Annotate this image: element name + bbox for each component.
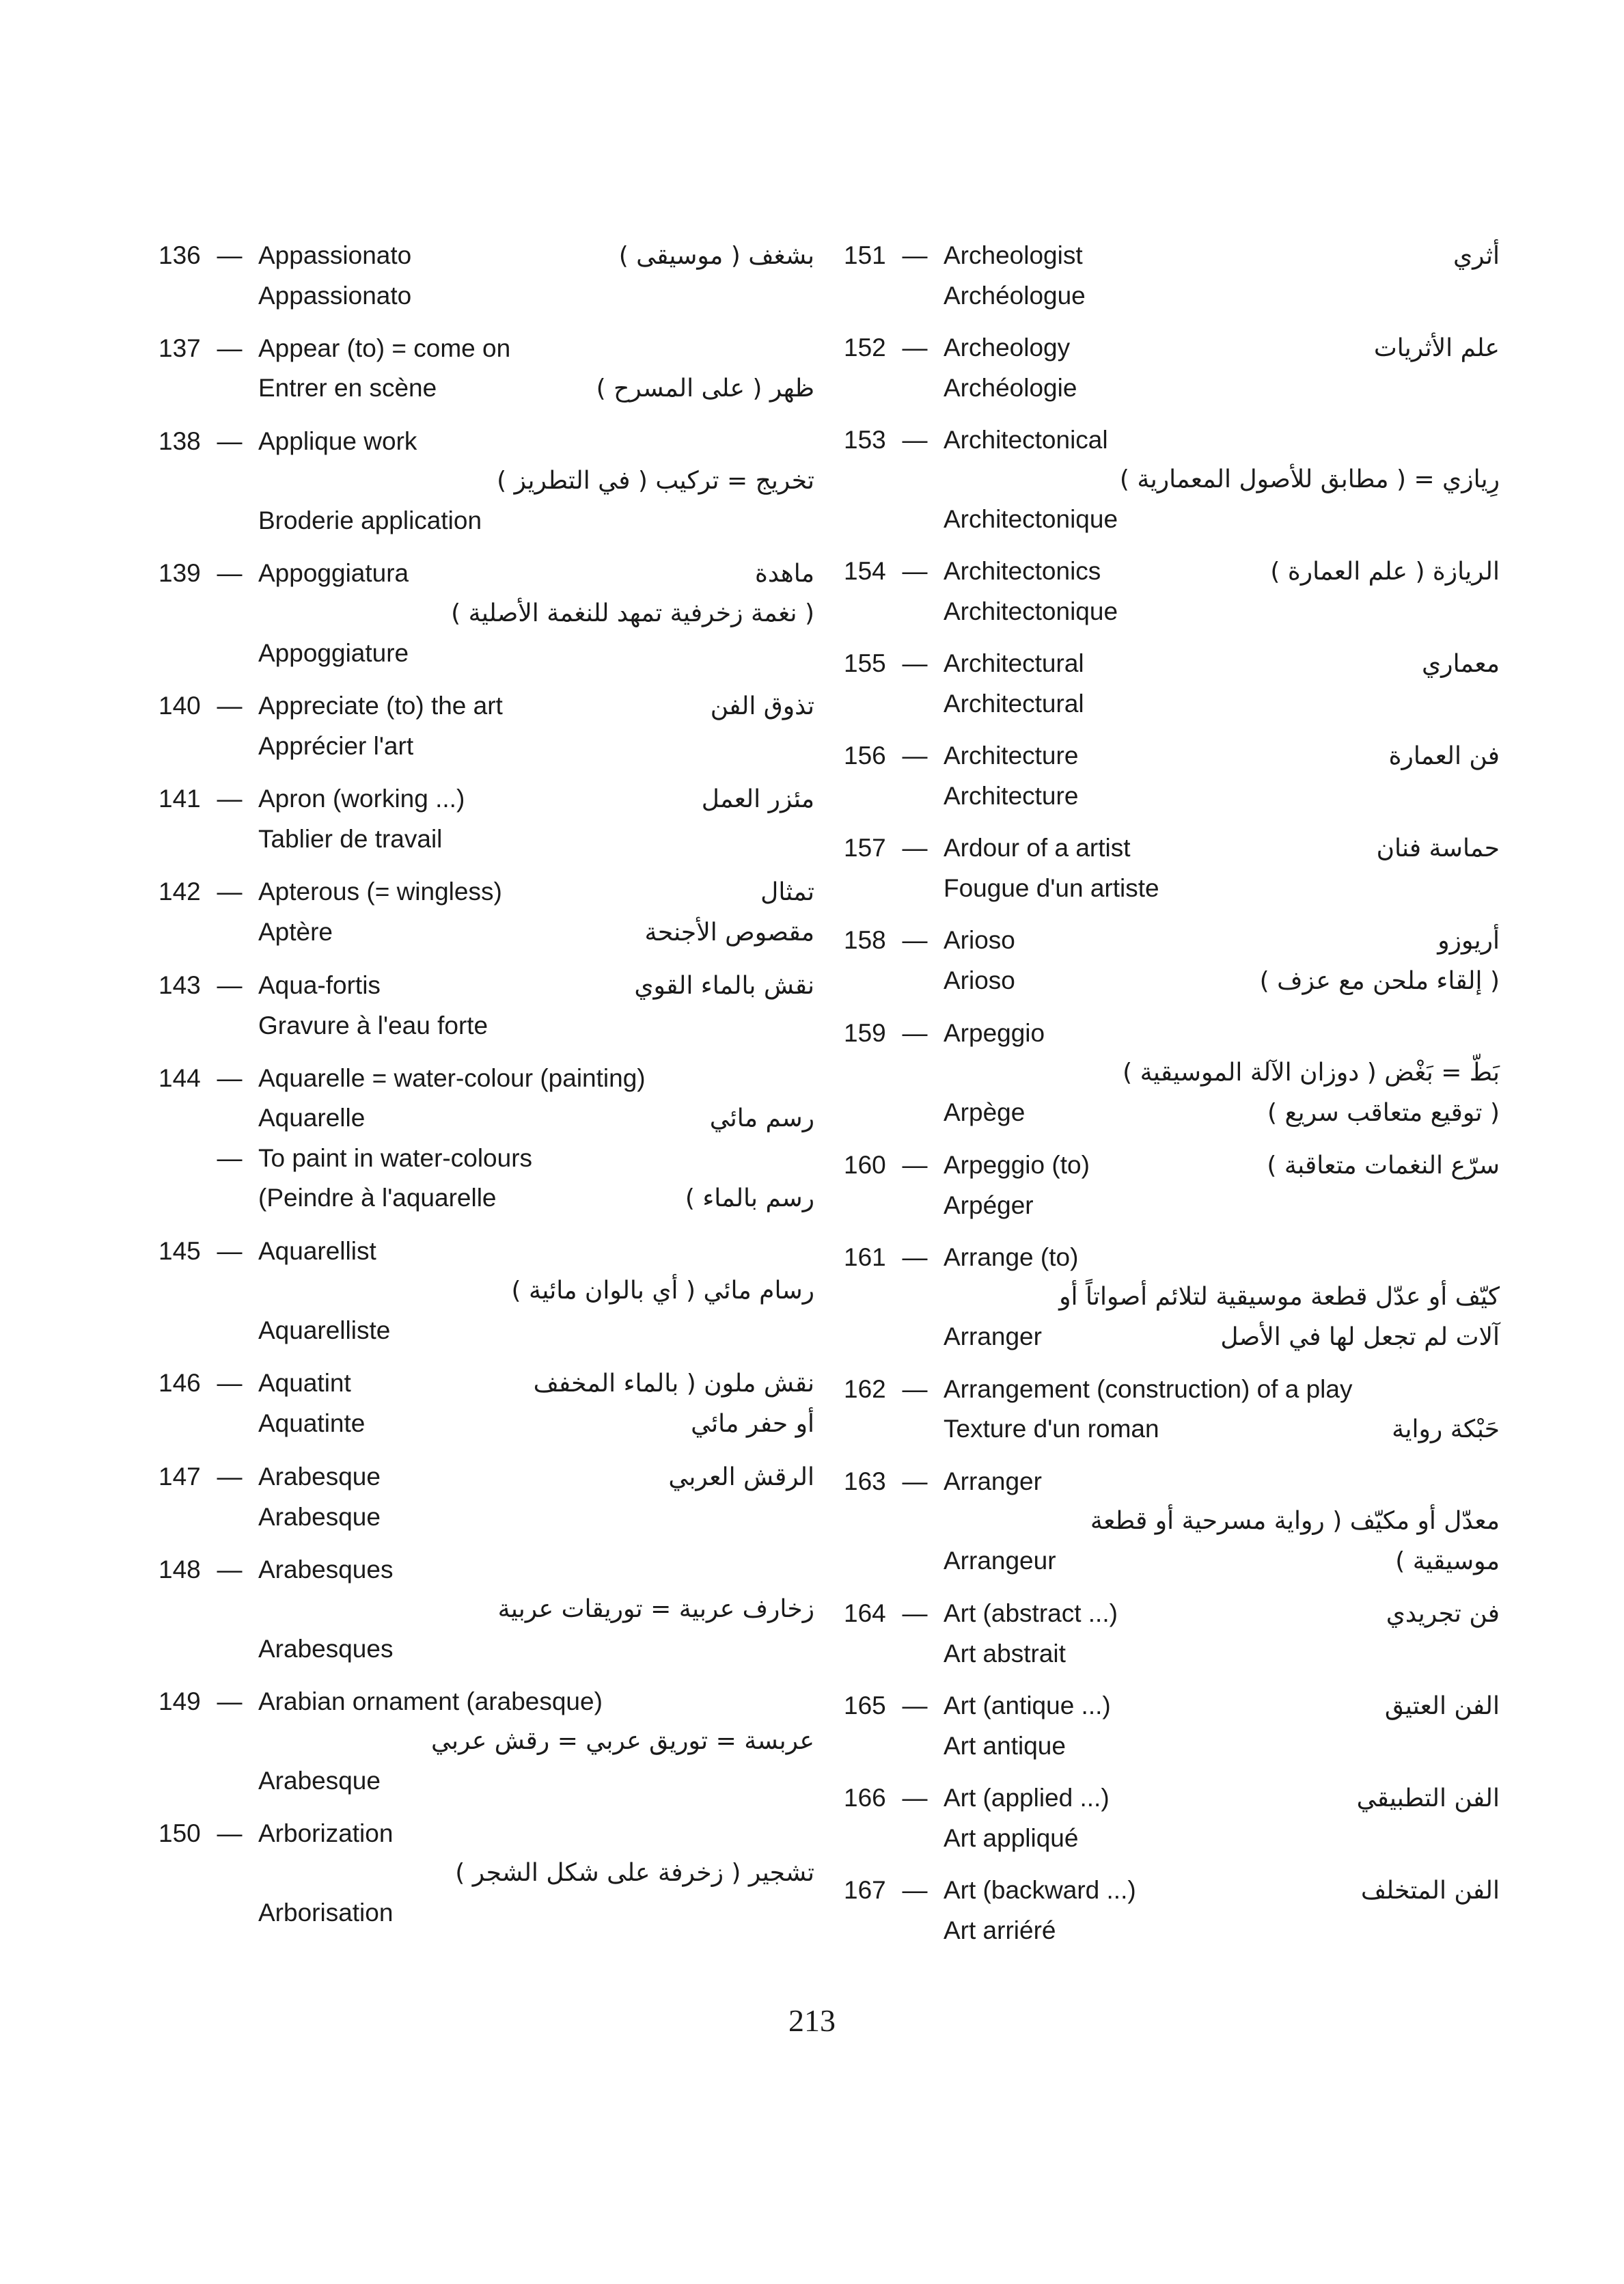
dictionary-entry (844, 1871, 1500, 1950)
french-line (844, 1093, 1500, 1133)
french-line (844, 592, 1500, 631)
french-line (844, 1317, 1500, 1357)
english-term: Arrangement (construction) of a play (944, 1375, 1353, 1403)
entry-dash: — (902, 834, 928, 862)
entry-headline (159, 1232, 814, 1271)
entry-headline (159, 1550, 814, 1590)
french-line (844, 1409, 1500, 1450)
english-term: Appreciate (to) the art (258, 692, 503, 720)
entry-headline (844, 1238, 1500, 1277)
french-term: Archéologie (944, 374, 1077, 402)
arabic-subterm: رسم بالماء ) (685, 1184, 814, 1212)
entry-headline (159, 329, 814, 368)
entry-dash: — (902, 241, 928, 269)
arabic-definition: بَطّ = بَغْض ( دوزان الآلة الموسيقية ) (1123, 1059, 1500, 1087)
arabic-term: ماهدة (755, 560, 814, 588)
french-term: Arabesques (258, 1635, 394, 1663)
dictionary-entry (159, 1457, 814, 1537)
arabic-definition: معدّل أو مكيّف ( رواية مسرحية أو قطعة (1090, 1507, 1500, 1535)
arabic-definition: تشجير ( زخرفة على شكل الشجر ) (455, 1859, 814, 1887)
arabic-term: أثري (1453, 242, 1500, 270)
entry-headline (844, 1686, 1500, 1726)
dictionary-entry (159, 1232, 814, 1350)
english-term: Arranger (944, 1467, 1042, 1495)
dictionary-entry (844, 1462, 1500, 1581)
right-column (844, 236, 1500, 1963)
dictionary-entry (844, 1238, 1500, 1357)
dictionary-entry (159, 1682, 814, 1801)
arabic-term: الريازة ( علم العمارة ) (1270, 558, 1500, 586)
french-line (159, 1311, 814, 1350)
entry-dash: — (217, 1237, 243, 1265)
arabic-term-secondary: ظهر ( على المسرح ) (596, 375, 814, 403)
french-line (159, 1761, 814, 1801)
arabic-term-secondary: أو حفر مائي (691, 1410, 814, 1438)
entry-number: 148 (159, 1555, 201, 1583)
entry-number: 161 (844, 1243, 886, 1271)
entry-dash: — (902, 1151, 928, 1179)
arabic-term: أريوزو (1437, 927, 1500, 955)
entry-headline (159, 779, 814, 819)
entry-headline (159, 686, 814, 726)
dictionary-entry (844, 552, 1500, 631)
dictionary-entry (159, 554, 814, 673)
entry-dash: — (217, 785, 243, 813)
dictionary-entry (844, 644, 1500, 724)
entry-number: 145 (159, 1237, 201, 1265)
entry-headline (844, 236, 1500, 276)
arabic-term: بشغف ( موسيقى ) (618, 242, 814, 270)
french-term: Art arriéré (944, 1916, 1056, 1944)
arabic-term: حماسة فنان (1376, 834, 1500, 862)
french-term: Art appliqué (944, 1824, 1079, 1852)
entry-dash: — (217, 1144, 243, 1172)
entry-dash: — (217, 878, 243, 906)
english-term: Art (backward ...) (944, 1876, 1136, 1904)
french-term: Arranger (944, 1322, 1042, 1350)
entry-number: 166 (844, 1784, 886, 1812)
entry-dash: — (902, 1599, 928, 1627)
entry-number: 147 (159, 1463, 201, 1491)
french-line (159, 634, 814, 673)
arabic-term-secondary: رسم مائي (709, 1104, 814, 1132)
arabic-term-secondary: ( إلقاء ملحن مع عزف ) (1259, 967, 1500, 995)
entry-headline (159, 1814, 814, 1853)
entry-headline (159, 1682, 814, 1722)
entry-dash: — (217, 971, 243, 999)
arabic-term-secondary: آلات لم تجعل لها في الأصل (1220, 1323, 1500, 1351)
entry-dash: — (902, 426, 928, 454)
entry-number: 152 (844, 334, 886, 362)
entry-headline (159, 966, 814, 1006)
french-term: Tablier de travail (258, 825, 443, 853)
english-term: Architectonical (944, 426, 1108, 454)
entry-headline (844, 828, 1500, 869)
entry-number: 139 (159, 559, 201, 587)
arabic-term: فن تجريدي (1386, 1600, 1500, 1628)
french-line (844, 684, 1500, 724)
arabic-definition: زخارف عربية = توريقات عربية (497, 1595, 814, 1623)
english-term: Art (antique ...) (944, 1691, 1111, 1719)
french-line (159, 501, 814, 541)
entry-dash: — (902, 334, 928, 362)
french-line (844, 1634, 1500, 1674)
french-line (844, 500, 1500, 539)
french-line (159, 276, 814, 316)
french-line (159, 819, 814, 859)
dictionary-entry (159, 1059, 814, 1219)
french-term: Architectural (944, 690, 1084, 718)
entry-number: 159 (844, 1019, 886, 1047)
dictionary-entry (159, 1550, 814, 1669)
entry-headline (159, 236, 814, 276)
dictionary-entry (844, 420, 1500, 539)
entry-dash: — (902, 1467, 928, 1495)
english-term: Aquatint (258, 1369, 351, 1397)
french-term: Arabesque (258, 1503, 381, 1531)
entry-number: 153 (844, 426, 886, 454)
french-line (159, 1098, 814, 1139)
entry-number: 142 (159, 878, 201, 906)
french-term: Architecture (944, 782, 1079, 810)
french-term: Art abstrait (944, 1640, 1066, 1668)
entry-headline (159, 1059, 814, 1098)
french-term: Gravure à l'eau forte (258, 1011, 488, 1039)
arabic-term: تذوق الفن (710, 692, 814, 720)
left-column (159, 236, 814, 1946)
french-term: Aquatinte (258, 1409, 366, 1437)
entry-number: 163 (844, 1467, 886, 1495)
english-term: Aquarelle = water-colour (painting) (258, 1064, 646, 1092)
entry-dash: — (902, 1784, 928, 1812)
dictionary-entry (159, 872, 814, 953)
french-line (844, 368, 1500, 408)
arabic-term: تمثال (760, 878, 814, 906)
english-term: Apterous (= wingless) (258, 878, 502, 906)
english-term: Arabesque (258, 1463, 381, 1491)
french-term: Broderie application (258, 506, 482, 534)
entry-headline (844, 328, 1500, 368)
arabic-term: نقش بالماء القوي (634, 972, 814, 1000)
entry-headline (844, 1014, 1500, 1053)
french-line (844, 776, 1500, 816)
entry-number: 157 (844, 834, 886, 862)
french-term: Entrer en scène (258, 374, 437, 402)
entry-headline (844, 1594, 1500, 1634)
french-term: Apprécier l'art (258, 732, 414, 760)
entry-number: 165 (844, 1691, 886, 1719)
entry-headline (844, 1145, 1500, 1186)
entry-number: 160 (844, 1151, 886, 1179)
french-line (844, 1541, 1500, 1581)
arabic-term-secondary: حَبْكة رواية (1392, 1415, 1500, 1443)
entry-headline (159, 1457, 814, 1497)
english-term: Archeologist (944, 241, 1083, 269)
english-term: Appassionato (258, 241, 412, 269)
entry-dash: — (217, 559, 243, 587)
entry-number: 156 (844, 742, 886, 770)
french-term: Arrangeur (944, 1547, 1056, 1575)
dictionary-entry (844, 1686, 1500, 1766)
french-line (159, 1404, 814, 1444)
french-term: Aptère (258, 918, 333, 946)
french-term: Arabesque (258, 1767, 381, 1795)
english-term: Arpeggio (to) (944, 1151, 1090, 1179)
arabic-term: الفن المتخلف (1360, 1877, 1500, 1905)
french-term: Appoggiature (258, 639, 409, 667)
french-line (159, 912, 814, 953)
entry-headline (844, 420, 1500, 460)
french-term: Art antique (944, 1732, 1066, 1760)
french-term: Fougue d'un artiste (944, 874, 1159, 902)
english-term: Applique work (258, 427, 417, 455)
page-number: 213 (788, 2003, 836, 2038)
english-term: Appear (to) = come on (258, 334, 511, 362)
dictionary-entry (844, 736, 1500, 816)
dictionary-entry (844, 236, 1500, 316)
english-term: Arabian ornament (arabesque) (258, 1687, 603, 1715)
french-line (159, 726, 814, 766)
english-term: Art (applied ...) (944, 1784, 1110, 1812)
entry-dash: — (902, 1375, 928, 1403)
english-term: Architectonics (944, 557, 1101, 585)
dictionary-entry (844, 1014, 1500, 1133)
entry-dash: — (902, 557, 928, 585)
dictionary-entry (159, 779, 814, 859)
french-term: Arpège (944, 1098, 1026, 1126)
french-term: Texture d'un roman (944, 1415, 1159, 1443)
entry-number: 146 (159, 1369, 201, 1397)
french-term: Appassionato (258, 282, 412, 310)
arabic-term-secondary: موسيقية ) (1395, 1547, 1500, 1575)
english-term: Arpeggio (944, 1019, 1045, 1047)
entry-number: 140 (159, 692, 201, 720)
english-term: Arabesques (258, 1555, 394, 1583)
english-subterm: To paint in water-colours (258, 1144, 533, 1172)
french-line (844, 1819, 1500, 1858)
entry-dash: — (217, 1064, 243, 1092)
french-line (159, 1629, 814, 1669)
french-term: Architectonique (944, 505, 1118, 533)
dictionary-entry (159, 422, 814, 541)
entry-dash: — (217, 1687, 243, 1715)
french-line (844, 276, 1500, 316)
entry-number: 137 (159, 334, 201, 362)
entry-dash: — (902, 649, 928, 677)
arabic-term-secondary: مقصوص الأجنحة (644, 919, 814, 947)
dictionary-entry (159, 329, 814, 409)
entry-headline (844, 1370, 1500, 1409)
entry-number: 151 (844, 241, 886, 269)
french-line (844, 1186, 1500, 1225)
dictionary-entry (159, 686, 814, 766)
entry-headline (159, 422, 814, 461)
english-term: Ardour of a artist (944, 834, 1131, 862)
arabic-term: فن العمارة (1388, 742, 1500, 770)
dictionary-entry (844, 1778, 1500, 1858)
arabic-term: معماري (1422, 650, 1500, 678)
english-term: Arborization (258, 1819, 394, 1847)
entry-headline (159, 1363, 814, 1404)
french-line (159, 1893, 814, 1933)
dictionary-entry (159, 236, 814, 316)
english-term: Appoggiatura (258, 559, 409, 587)
english-term: Architecture (944, 742, 1079, 770)
french-line (844, 1911, 1500, 1950)
english-term: Archeology (944, 334, 1071, 362)
entry-number: 138 (159, 427, 201, 455)
dictionary-entry (844, 1370, 1500, 1450)
arabic-definition: تخريج = تركيب ( في التطريز ) (497, 467, 814, 495)
arabic-definition: عربسة = توريق عربي = رقش عربي (430, 1727, 814, 1755)
arabic-term: سرّع النغمات متعاقبة ) (1267, 1152, 1500, 1180)
sub-entry (159, 1139, 814, 1178)
english-term: Apron (working ...) (258, 785, 465, 813)
arabic-term: الرقش العربي (668, 1463, 814, 1491)
dictionary-entry (844, 328, 1500, 408)
entry-number: 158 (844, 926, 886, 954)
entry-number: 150 (159, 1819, 201, 1847)
entry-number: 136 (159, 241, 201, 269)
arabic-definition: كيّف أو عدّل قطعة موسيقية لتلائم أصواتاً أو (1059, 1283, 1500, 1311)
entry-number: 141 (159, 785, 201, 813)
entry-dash: — (902, 742, 928, 770)
arabic-term: علم الأثريات (1373, 334, 1500, 362)
french-term: Aquarelle (258, 1104, 366, 1132)
entry-headline (844, 1778, 1500, 1819)
entry-number: 155 (844, 649, 886, 677)
arabic-term: مئزر العمل (701, 785, 814, 813)
entry-headline (844, 1871, 1500, 1911)
english-term: Aqua-fortis (258, 971, 381, 999)
entry-dash: — (902, 1691, 928, 1719)
french-term: Archéologue (944, 282, 1086, 310)
french-term: Aquarelliste (258, 1316, 391, 1344)
entry-headline (844, 1462, 1500, 1501)
dictionary-entry (844, 921, 1500, 1001)
arabic-term: الفن التطبيقي (1356, 1784, 1500, 1812)
english-term: Aquarellist (258, 1237, 376, 1265)
french-line (844, 1726, 1500, 1766)
french-term: Arborisation (258, 1899, 394, 1927)
arabic-definition: رِيازي = ( مطابق للأصول المعمارية ) (1119, 465, 1500, 493)
arabic-term: الفن العتيق (1384, 1692, 1500, 1720)
entry-headline (844, 644, 1500, 684)
french-line (159, 1006, 814, 1046)
entry-dash: — (217, 1555, 243, 1583)
entry-number: 144 (159, 1064, 201, 1092)
french-line (159, 368, 814, 409)
entry-dash: — (217, 692, 243, 720)
dictionary-entry (159, 966, 814, 1046)
dictionary-entry (159, 1363, 814, 1444)
entry-dash: — (217, 1463, 243, 1491)
entry-number: 167 (844, 1876, 886, 1904)
entry-headline (844, 921, 1500, 961)
arabic-definition: ( نغمة زخرفية تمهد للنغمة الأصلية ) (451, 599, 814, 627)
arabic-definition: رسام مائي ( أي بالوان مائية ) (511, 1277, 814, 1305)
entry-dash: — (217, 427, 243, 455)
entry-headline (844, 552, 1500, 592)
entry-number: 154 (844, 557, 886, 585)
english-term: Arrange (to) (944, 1243, 1079, 1271)
french-subterm: (Peindre à l'aquarelle (258, 1184, 497, 1212)
entry-dash: — (902, 926, 928, 954)
french-line (159, 1497, 814, 1537)
entry-number: 162 (844, 1375, 886, 1403)
entry-dash: — (217, 1369, 243, 1397)
arabic-term-secondary: ( توقيع متعاقب سريع ) (1267, 1099, 1500, 1127)
french-term: Arpéger (944, 1191, 1034, 1219)
dictionary-entry (844, 1594, 1500, 1674)
entry-dash: — (902, 1019, 928, 1047)
arabic-term: نقش ملون ( بالماء المخفف (533, 1370, 814, 1398)
entry-number: 143 (159, 971, 201, 999)
entry-dash: — (217, 241, 243, 269)
entry-dash: — (217, 1819, 243, 1847)
dictionary-entry (844, 1145, 1500, 1225)
english-term: Arioso (944, 926, 1015, 954)
english-term: Architectural (944, 649, 1084, 677)
dictionary-entry (159, 1814, 814, 1933)
french-line (844, 869, 1500, 908)
french-line (844, 961, 1500, 1001)
entry-dash: — (217, 334, 243, 362)
dictionary-entry (844, 828, 1500, 908)
entry-number: 164 (844, 1599, 886, 1627)
entry-number: 149 (159, 1687, 201, 1715)
english-term: Art (abstract ...) (944, 1599, 1118, 1627)
entry-dash: — (902, 1243, 928, 1271)
french-subline (159, 1178, 814, 1219)
entry-headline (844, 736, 1500, 776)
french-term: Architectonique (944, 597, 1118, 625)
entry-headline (159, 554, 814, 594)
french-term: Arioso (944, 966, 1015, 994)
entry-dash: — (902, 1876, 928, 1904)
entry-headline (159, 872, 814, 912)
